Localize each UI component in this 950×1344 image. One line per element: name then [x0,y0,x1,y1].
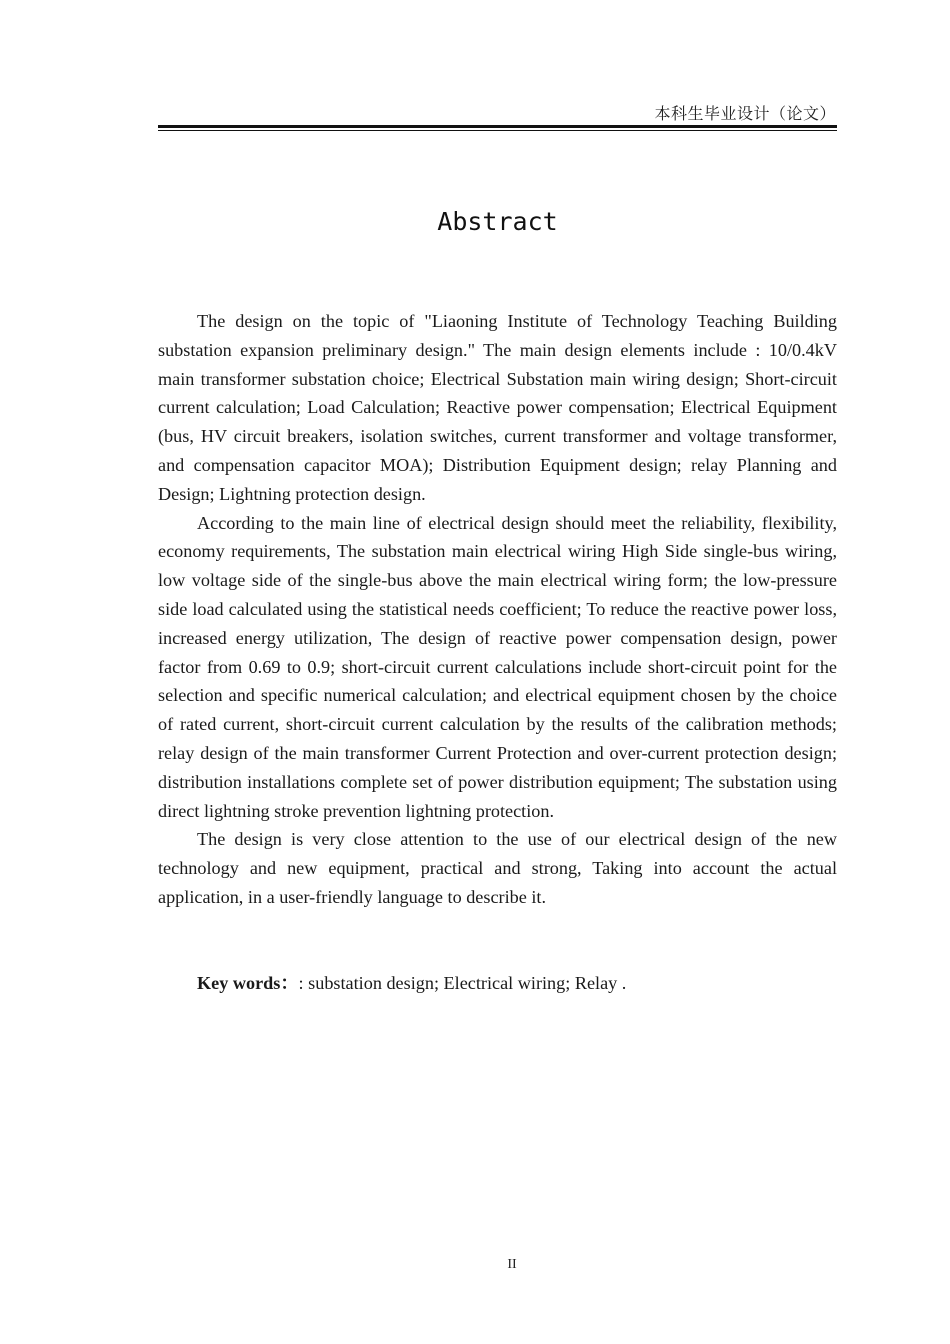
header-rule-thin [158,130,837,131]
abstract-paragraph-3: The design is very close attention to the use of our electrical design of the new technology and new equipment, practical and strong, Taking into account the actual application, in a user-friendly language to describe it. [158,829,837,907]
keywords-label: Key words： [197,973,299,993]
abstract-paragraph-1: The design on the topic of "Liaoning Institute of Technology Teaching Building substation expansion preliminary design." The main design elements include : 10/0.4kV main transformer substation choice; Electrical Substation main wiring design; Short-circuit current calculation; Load Calculation; Reactive power compensation; Electrical Equipment (bus, HV circuit breakers, isolation switches, current transformer and voltage transformer, and compensation capacitor MOA); Distribution Equipment design; relay Planning and Design; Lightning protection design. [158,311,837,504]
keywords-value: : substation design; Electrical wiring; Relay . [298,973,627,993]
header-rule-thick [158,125,837,128]
page-number: II [507,1257,517,1272]
abstract-body [158,307,837,912]
running-header: 本科生毕业设计（论文） [654,106,836,123]
abstract-title: Abstract [437,207,558,236]
abstract-paragraph-2: According to the main line of electrical design should meet the reliability, flexibility, economy requirements, The substation main electrical wiring High Side single-bus wiring, low voltage side of the single-bus above the main electrical wiring form; the low-pressure side load calculated using the statistical needs coefficient; To reduce the reactive power loss, increased energy utilization, The design of reactive power compensation design, power factor from 0.69 to 0.9; short-circuit current calculations include short-circuit point for the selection and specific numerical calculation; and electrical equipment chosen by the choice of rated current, short-circuit current calculation by the results of the calibration methods; relay design of the main transformer Current Protection and over-current protection design; distribution installations complete set of power distribution equipment; The substation using direct lightning stroke prevention lightning protection. [158,512,837,821]
keywords-line [197,969,626,997]
